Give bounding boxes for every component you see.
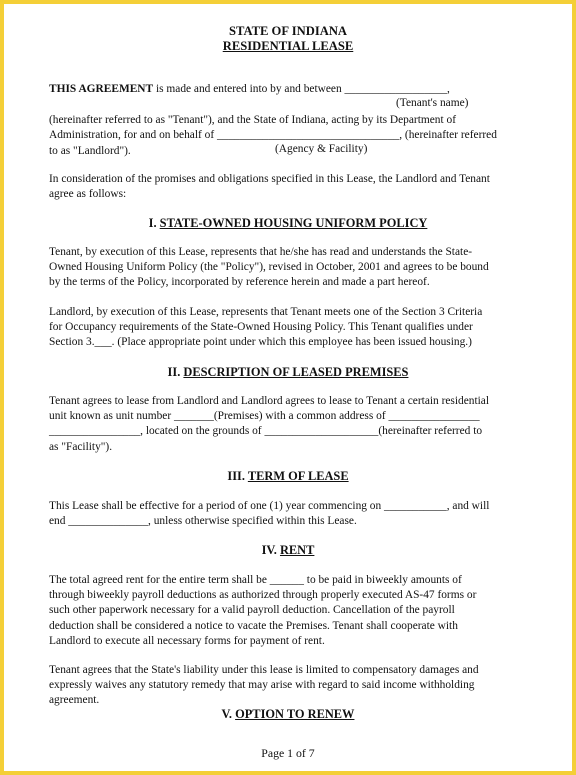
text-line: such other paperwork necessary for a valid payroll deduction. Cancellation of the payroll bbox=[49, 604, 455, 617]
section-3-paragraph bbox=[49, 499, 547, 529]
text-line: Landlord to execute all necessary forms for payment of rent. bbox=[49, 634, 325, 647]
text-line: Tenant, by execution of this Lease, represents that he/she has read and understands the State- bbox=[49, 246, 473, 258]
text-line: as "Facility"). bbox=[49, 440, 113, 453]
section-5-heading bbox=[4, 707, 572, 722]
text-line: Landlord, by execution of this Lease, represents that Tenant meets one of the Section 3 Criteria bbox=[49, 306, 483, 318]
section-3-number: III. bbox=[227, 469, 245, 483]
document-title: RESIDENTIAL LEASE bbox=[222, 39, 354, 53]
intro-line-1-text: is made and entered into by and between __________________, bbox=[153, 83, 450, 95]
text-line: Owned Housing Uniform Policy (the "Policy"), revised in October, 2001 and agrees to be bound bbox=[49, 261, 489, 274]
tenant-name-hint: (Tenant's name) bbox=[396, 97, 469, 109]
intro-line-4: to as "Landlord"). bbox=[49, 144, 131, 157]
text-line: through biweekly payroll deductions as authorized through properly executed AS-47 forms or bbox=[49, 589, 477, 602]
text-line: Section 3.___. (Place appropriate point under which this employee has been issued housing.) bbox=[49, 336, 472, 349]
intro-line-2: (hereinafter referred to as "Tenant"), and the State of Indiana, acting by its Department of bbox=[49, 114, 457, 127]
text-line: Tenant agrees that the State's liability under this lease is limited to compensatory damages and bbox=[49, 664, 479, 676]
section-3-title: TERM OF LEASE bbox=[247, 469, 349, 483]
section-4-paragraph-1 bbox=[49, 573, 547, 649]
section-1-title: STATE-OWNED HOUSING UNIFORM POLICY bbox=[159, 216, 428, 230]
section-4-title: RENT bbox=[279, 543, 315, 557]
consideration-line-2: agree as follows: bbox=[49, 188, 127, 201]
section-1-paragraph-1 bbox=[49, 245, 547, 291]
page-number: Page 1 of 7 bbox=[261, 746, 315, 760]
agreement-label: THIS AGREEMENT bbox=[49, 83, 154, 95]
section-4-paragraph-2 bbox=[49, 663, 547, 709]
text-line: unit known as unit number _______(Premises) with a common address of ________________ bbox=[49, 410, 480, 423]
text-line: agreement. bbox=[49, 694, 100, 707]
text-line: The total agreed rent for the entire term shall be ______ to be paid in biweekly amounts of bbox=[49, 574, 462, 586]
intro-line-1 bbox=[49, 82, 547, 97]
section-3-heading bbox=[4, 469, 572, 484]
text-line: expressly waives any statutory remedy that may arise with regard to said income withholding bbox=[49, 679, 475, 692]
section-5-number: V. bbox=[221, 707, 232, 721]
section-1-paragraph-2 bbox=[49, 305, 547, 351]
document-page bbox=[4, 4, 572, 771]
text-line: by the terms of the Policy, incorporated by reference herein and made a part hereof. bbox=[49, 276, 430, 289]
text-line: This Lease shall be effective for a period of one (1) year commencing on ___________, and will bbox=[49, 500, 490, 512]
consideration-line-1: In consideration of the promises and obligations specified in this Lease, the Landlord and Tenant bbox=[49, 173, 490, 185]
section-5-title: OPTION TO RENEW bbox=[235, 707, 355, 721]
agency-facility-hint: (Agency & Facility) bbox=[275, 143, 368, 155]
consideration-paragraph bbox=[49, 172, 547, 202]
text-line: end ______________, unless otherwise specified within this Lease. bbox=[49, 515, 357, 528]
section-2-paragraph bbox=[49, 394, 547, 455]
intro-line-3: Administration, for and on behalf of ________________________________, (hereinafter referred bbox=[49, 129, 497, 142]
text-line: ________________, located on the grounds of ____________________(hereinafter referred to bbox=[49, 425, 483, 438]
section-2-heading bbox=[4, 365, 572, 380]
text-line: Tenant agrees to lease from Landlord and Landlord agrees to lease to Tenant a certain residential bbox=[49, 395, 490, 407]
section-1-number: I. bbox=[148, 216, 157, 230]
state-heading: STATE OF INDIANA bbox=[228, 24, 348, 38]
section-4-number: IV. bbox=[261, 543, 277, 557]
section-2-number: II. bbox=[167, 365, 181, 379]
section-4-heading bbox=[4, 543, 572, 558]
text-line: deduction shall be considered a notice to vacate the Premises. Tenant shall cooperate with bbox=[49, 619, 458, 632]
section-2-title: DESCRIPTION OF LEASED PREMISES bbox=[183, 365, 409, 379]
text-line: for Occupancy requirements of the State-Owned Housing Policy. This Tenant qualifies under bbox=[49, 321, 473, 334]
section-1-heading bbox=[4, 216, 572, 231]
